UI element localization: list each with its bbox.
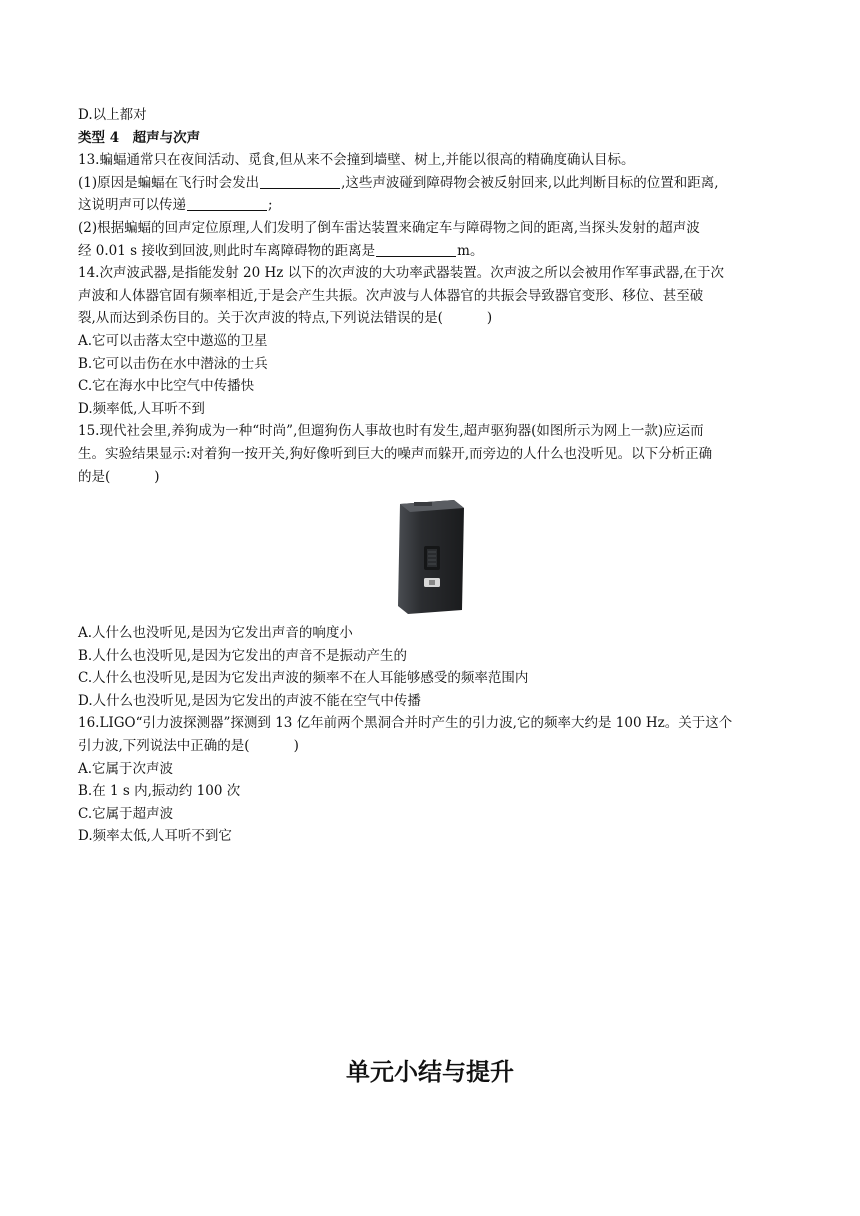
q14-stem-3: 裂,从而达到杀伤目的。关于次声波的特点,下列说法错误的是( ) (78, 310, 493, 327)
q13-part2-line1: (2)根据蝙蝠的回声定位原理,人们发明了倒车雷达装置来确定车与障碍物之间的距离,当探头发射的超声波 (78, 219, 700, 236)
answer-blank[interactable] (187, 196, 267, 211)
answer-blank[interactable] (260, 174, 340, 189)
q16-stem-1: 16.LIGO“引力波探测器”探测到 13 亿年前两个黑洞合并时产生的引力波,它的频率大约是 100 Hz。关于这个 (78, 715, 733, 732)
q16-option-a: A.它属于次声波 (78, 760, 174, 777)
ultrasonic-dog-repeller-figure (78, 494, 784, 616)
q15-option-b: B.人什么也没听见,是因为它发出的声音不是振动产生的 (78, 647, 408, 664)
q15-stem-2: 生。实验结果显示:对着狗一按开关,狗好像听到巨大的噪声而躲开,而旁边的人什么也没听见。以下分析正确 (78, 445, 713, 462)
q16-stem-2: 引力波,下列说法中正确的是( ) (78, 738, 299, 755)
q15-option-d: D.人什么也没听见,是因为它发出的声波不能在空气中传播 (78, 692, 421, 709)
q14-stem-2: 声波和人体器官固有频率相近,于是会产生共振。次声波与人体器官的共振会导致器官变形、移位、甚至破 (78, 287, 704, 304)
q16-option-d: D.频率太低,人耳听不到它 (78, 828, 232, 845)
q13-part1-line2: 这说明声可以传递 ; (78, 197, 273, 214)
q16-option-b: B.在 1 s 内,振动约 100 次 (78, 783, 241, 800)
q12-option-d: D.以上都对 (78, 107, 147, 123)
q13-stem: 13.蝙蝠通常只在夜间活动、觅食,但从来不会撞到墙壁、树上,并能以很高的精确度确认目标。 (78, 152, 635, 169)
dog-repeller-device-icon (394, 494, 468, 616)
section-heading: 类型 4 超声与次声 (78, 129, 201, 146)
unit-summary-title: 单元小结与提升 (346, 1058, 514, 1086)
q16-option-c: C.它属于超声波 (78, 805, 174, 822)
q14-option-a: A.它可以击落太空中遨巡的卫星 (78, 332, 268, 349)
q14-option-c: C.它在海水中比空气中传播快 (78, 378, 255, 395)
q15-option-a: A.人什么也没听见,是因为它发出声音的响度小 (78, 625, 353, 642)
q14-option-d: D.频率低,人耳听不到 (78, 400, 205, 417)
document-page (78, 104, 784, 848)
answer-blank[interactable] (376, 242, 456, 257)
q15-stem-1: 15.现代社会里,养狗成为一种“时尚”,但遛狗伤人事故也时有发生,超声驱狗器(如图所示为网上一款)应运而 (78, 423, 704, 440)
q13-part1-line1: (1)原因是蝙蝠在飞行时会发出 ,这些声波碰到障碍物会被反射回来,以此判断目标的位置和距离, (78, 174, 719, 191)
q14-stem-1: 14.次声波武器,是指能发射 20 Hz 以下的次声波的大功率武器装置。次声波之所以会被用作军事武器,在于次 (78, 265, 724, 282)
q14-option-b: B.它可以击伤在水中潜泳的士兵 (78, 355, 268, 372)
q15-option-c: C.人什么也没听见,是因为它发出声波的频率不在人耳能够感受的频率范围内 (78, 670, 529, 687)
q15-stem-3: 的是( ) (78, 468, 160, 485)
q13-part2-line2: 经 0.01 s 接收到回波,则此时车离障碍物的距离是 m。 (78, 242, 484, 259)
